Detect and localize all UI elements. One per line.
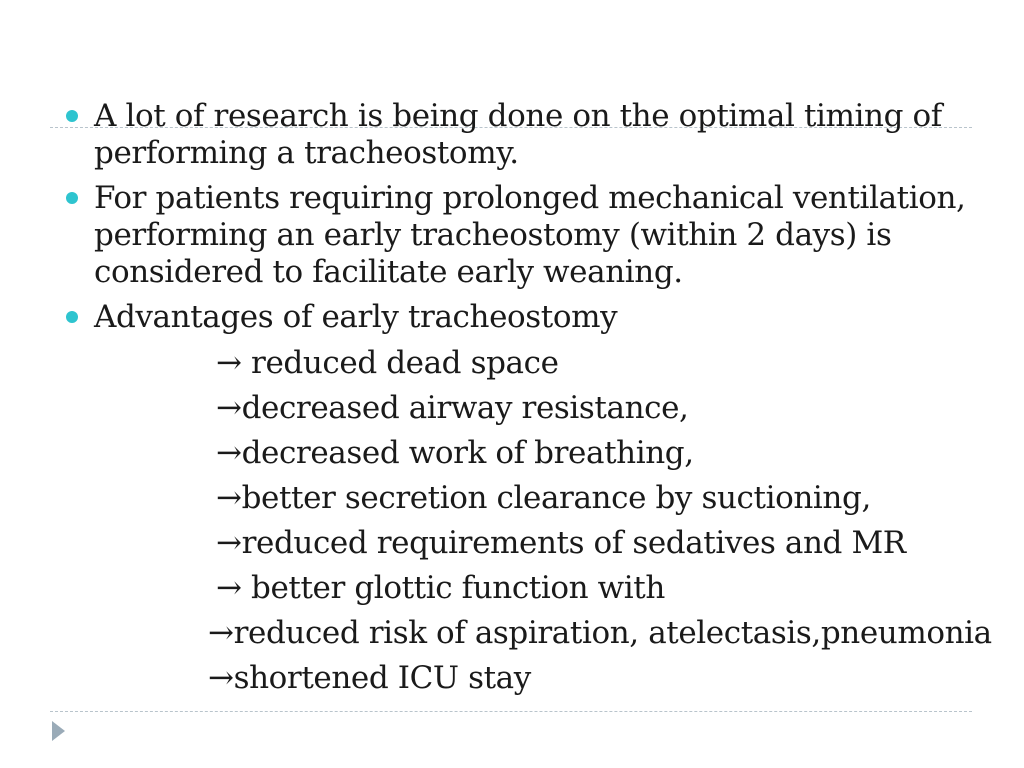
right-arrow-icon: → — [208, 660, 234, 696]
advantage-item — [216, 570, 665, 607]
advantage-text: reduced risk of aspiration, atelectasis,pneumonia — [233, 615, 992, 651]
right-arrow-icon: → — [216, 435, 242, 471]
bullet-advantages-heading — [62, 299, 972, 336]
advantage-item — [208, 660, 531, 697]
advantage-text: better secretion clearance by suctioning, — [241, 480, 871, 516]
right-arrow-icon: → — [208, 615, 234, 651]
right-arrow-icon: → — [216, 345, 242, 381]
advantage-text: better glottic function with — [241, 570, 665, 606]
advantage-item — [216, 345, 559, 382]
advantage-text: reduced dead space — [241, 345, 559, 381]
advantage-item — [216, 435, 694, 472]
right-arrow-icon: → — [216, 390, 242, 426]
bullet-text: A lot of research is being done on the optimal timing of performing a tracheostomy. — [94, 98, 942, 171]
bullet-dot-icon — [66, 311, 78, 323]
bullet-early-tracheostomy — [62, 180, 972, 291]
bottom-divider — [50, 711, 972, 712]
advantage-text: decreased work of breathing, — [241, 435, 694, 471]
advantage-item — [216, 390, 689, 427]
slide-body — [62, 98, 972, 344]
bullet-text: For patients requiring prolonged mechanical ventilation, performing an early tracheostomy (within 2 days) is considered to facilitate early weaning. — [94, 180, 966, 290]
advantage-text: shortened ICU stay — [233, 660, 531, 696]
right-arrow-icon: → — [216, 570, 242, 606]
bullet-dot-icon — [66, 110, 78, 122]
advantage-item — [208, 615, 992, 652]
right-arrow-icon: → — [216, 480, 242, 516]
bullet-dot-icon — [66, 192, 78, 204]
bullet-text: Advantages of early tracheostomy — [94, 299, 618, 335]
right-arrow-icon: → — [216, 525, 242, 561]
play-icon[interactable] — [52, 721, 65, 741]
advantage-item — [216, 525, 906, 562]
advantage-text: reduced requirements of sedatives and MR — [241, 525, 906, 561]
advantage-text: decreased airway resistance, — [241, 390, 689, 426]
advantage-item — [216, 480, 871, 517]
bullet-research-timing — [62, 98, 972, 172]
